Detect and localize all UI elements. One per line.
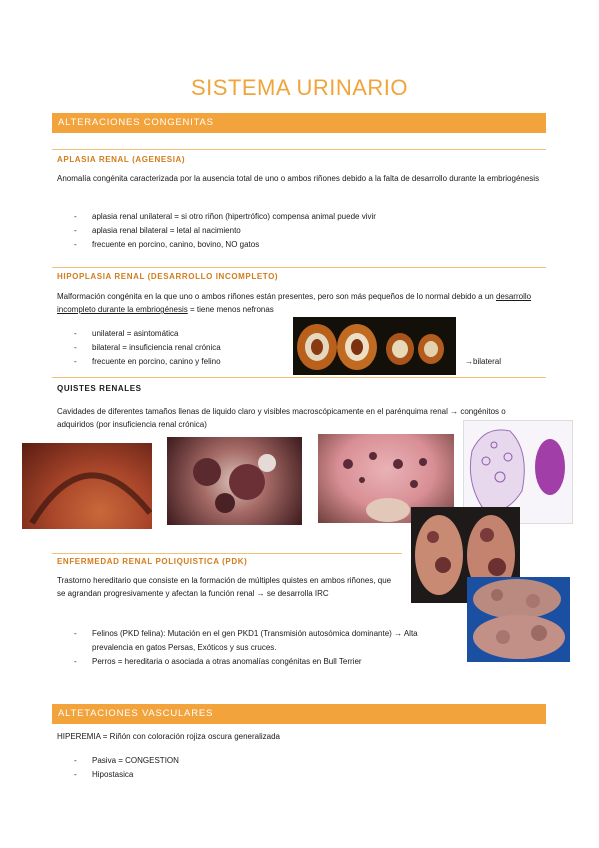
list-item: - aplasia renal unilateral = si otro riñon (hipertrófico) compensa animal puede vivir: [57, 210, 537, 224]
hipoplasia-desc-underlined: desarrollo incompleto durante la embriogénesis: [57, 292, 532, 314]
renal-cyst-photo-1: [22, 443, 152, 529]
list-item: - Pasiva = CONGESTION: [57, 754, 357, 768]
pdk-description: Trastorno hereditario que consiste en la formación de múltiples quistes en ambos riñones, que se agrandan progresivamente y afectan la función renal → se desarrolla IRC: [57, 576, 392, 598]
pdk-heading: ENFERMEDAD RENAL POLIQUISTICA (PDK): [57, 557, 248, 566]
divider: [52, 267, 546, 268]
hypoplastic-kidneys-photo: [293, 317, 456, 375]
hiperemia-list: [57, 754, 357, 782]
pdk-list: [57, 627, 457, 669]
list-item: - Perros = hereditaria o asociada a otras anomalías congénitas en Bull Terrier: [57, 655, 457, 669]
hipoplasia-list: [57, 327, 297, 369]
divider: [52, 377, 546, 378]
list-item: - frecuente en porcino, canino y felino: [57, 355, 297, 369]
aplasia-list: [57, 210, 537, 252]
hiperemia-text: HIPEREMIA = Riñón con coloración rojiza oscura generalizada: [57, 732, 281, 741]
list-item: - unilateral = asintomática: [57, 327, 297, 341]
hipoplasia-heading: HIPOPLASIA RENAL (DESARROLLO INCOMPLETO): [57, 272, 279, 281]
divider: [52, 553, 402, 554]
section-header-congenitas: ALTERACIONES CONGENITAS: [52, 113, 546, 133]
aplasia-description: Anomalía congénita caracterizada por la ausencia total de uno o ambos riñones debido a la falta de desarrollo durante la embriogénesis: [57, 174, 540, 183]
section-header-vasculares: ALTETACIONES VASCULARES: [52, 704, 546, 724]
renal-cyst-photo-2: [167, 437, 302, 525]
list-item: - aplasia renal bilateral = letal al nacimiento: [57, 224, 537, 238]
page-title: SISTEMA URINARIO: [190, 75, 409, 100]
quistes-heading: QUISTES RENALES: [57, 384, 142, 393]
divider: [52, 149, 546, 150]
list-item: - frecuente en porcino, canino, bovino, NO gatos: [57, 238, 537, 252]
list-item: - Felinos (PKD felina): Mutación en el gen PKD1 (Transmisión autosómica dominante) → Alta prevalencia en gatos Persas, Exóticos y sus cruces.: [57, 627, 457, 655]
hipoplasia-desc-a: Malformación congénita en la que uno o ambos riñones están presentes, pero son más pequeños de lo normal debido a un: [57, 292, 496, 301]
list-item: - Hipostasica: [57, 768, 357, 782]
hipoplasia-desc-b: = tiene menos nefronas: [187, 305, 274, 314]
pkd-kidneys-photo: [467, 577, 570, 662]
list-item: - bilateral = insuficiencia renal crónica: [57, 341, 297, 355]
hipoplasia-description: [57, 290, 542, 316]
bilateral-note: →bilateral: [465, 357, 502, 366]
aplasia-heading: APLASIA RENAL (AGENESIA): [57, 155, 186, 164]
quistes-description: Cavidades de diferentes tamaños llenas de liquido claro y visibles macroscópicamente en el parénquima renal → congénitos o adquiridos (por insuficiencia renal crónica): [57, 407, 506, 429]
